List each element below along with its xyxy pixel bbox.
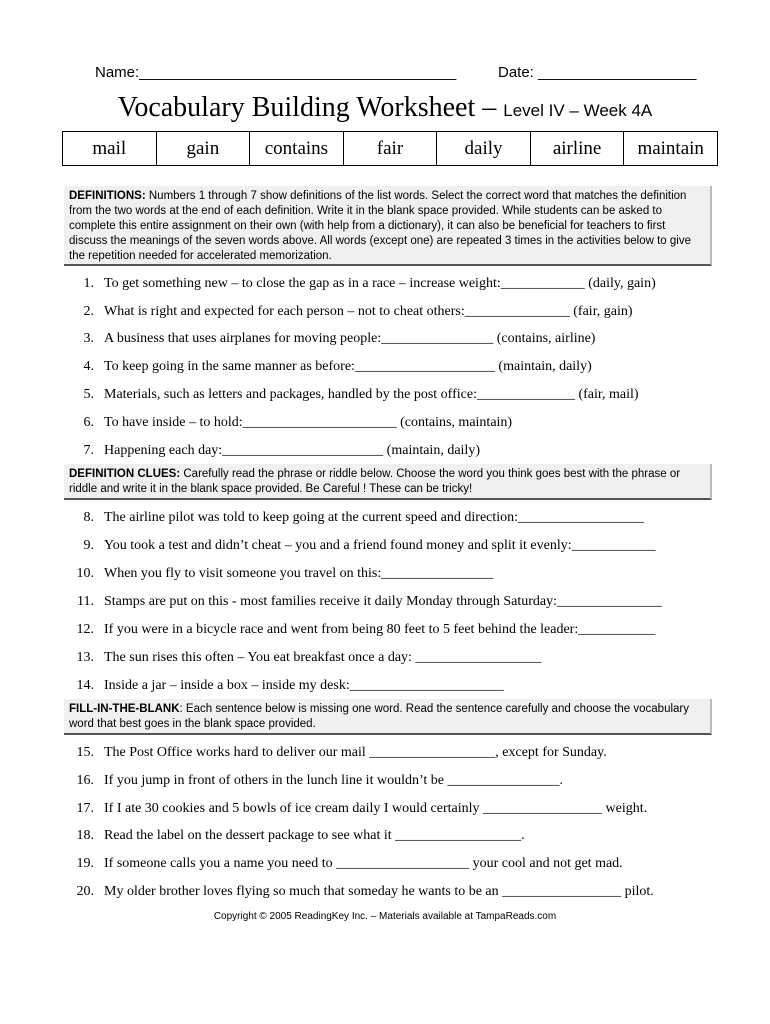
definition-clues-text: Carefully read the phrase or riddle below. Choose the word you think goes best with the phrase or riddle and write it in the blank space provided. Be Careful ! These can be tricky! xyxy=(69,468,681,495)
title-level: Level IV – Week 4A xyxy=(503,101,653,120)
name-field-label: Name:______________________________________ xyxy=(95,64,457,81)
item-text: Read the label on the dessert package to see what it __________________. xyxy=(104,828,525,843)
item-text: Happening each day:_______________________ (maintain, daily) xyxy=(104,443,480,458)
word-cell: maintain xyxy=(624,132,718,166)
item-number: 18. xyxy=(76,828,94,843)
date-field-label: Date: ___________________ xyxy=(498,64,697,81)
definitions-instructions xyxy=(64,186,712,266)
list-item xyxy=(62,566,712,588)
word-cell: contains xyxy=(250,132,344,166)
list-item xyxy=(62,359,712,381)
item-text: To keep going in the same manner as before:____________________ (maintain, daily) xyxy=(104,359,592,374)
item-number: 3. xyxy=(83,331,94,346)
list-item xyxy=(62,304,712,326)
item-number: 7. xyxy=(83,443,94,458)
list-item xyxy=(62,773,712,795)
item-number: 20. xyxy=(76,884,94,899)
definitions-text: Numbers 1 through 7 show definitions of the list words. Select the correct word that matches the definition from the two words at the end of each definition. Write it in the blank space provided. While students can be asked to complete this entire assignment on their own (with help from a dictionary), it can also be beneficial for teachers to first discuss the meanings of the seven words above. All words (except one) are repeated 3 times in the activities below to give the repetition needed for accelerated memorization. xyxy=(69,190,691,262)
item-text: Materials, such as letters and packages, handled by the post office:______________ (fair, mail) xyxy=(104,387,639,402)
item-text: Inside a jar – inside a box – inside my desk:______________________ xyxy=(104,678,504,693)
list-item xyxy=(62,801,712,823)
item-number: 4. xyxy=(83,359,94,374)
list-item xyxy=(62,745,712,767)
item-text: What is right and expected for each person – not to cheat others:_______________ (fair, gain) xyxy=(104,304,633,319)
item-text: The Post Office works hard to deliver our mail __________________, except for Sunday. xyxy=(104,745,607,760)
item-number: 2. xyxy=(83,304,94,319)
item-text: If someone calls you a name you need to ___________________ your cool and not get mad. xyxy=(104,856,623,871)
item-number: 17. xyxy=(76,801,94,816)
list-item xyxy=(62,856,712,878)
copyright-footer: Copyright © 2005 ReadingKey Inc. – Materials available at TampaReads.com xyxy=(213,911,557,922)
list-item xyxy=(62,828,712,850)
item-number: 6. xyxy=(83,415,94,430)
fill-in-the-blank-instructions xyxy=(64,699,712,735)
item-number: 12. xyxy=(76,622,94,637)
item-number: 19. xyxy=(76,856,94,871)
word-cell: fair xyxy=(343,132,437,166)
list-item xyxy=(62,276,712,298)
item-text: The airline pilot was told to keep going at the current speed and direction:__________________ xyxy=(104,510,645,525)
definition-clues-instructions xyxy=(64,464,712,500)
item-number: 8. xyxy=(83,510,94,525)
item-text: You took a test and didn’t cheat – you and a friend found money and split it evenly:____________ xyxy=(104,538,656,553)
item-text: If you jump in front of others in the lunch line it wouldn’t be ________________. xyxy=(104,773,563,788)
word-cell: airline xyxy=(530,132,624,166)
list-item xyxy=(62,678,712,700)
definition-clues-heading: DEFINITION CLUES: xyxy=(69,468,181,480)
item-number: 16. xyxy=(76,773,94,788)
definitions-heading: DEFINITIONS: xyxy=(69,190,146,202)
word-cell: gain xyxy=(156,132,250,166)
fill-in-the-blank-heading: FILL-IN-THE-BLANK xyxy=(69,703,180,715)
fill-in-the-blank-text: : Each sentence below is missing one word. Read the sentence carefully and choose the vocabulary word that best goes in the blank space provided. xyxy=(69,703,690,730)
item-text: Stamps are put on this - most families receive it daily Monday through Saturday:_______________ xyxy=(104,594,662,609)
word-cell: mail xyxy=(63,132,157,166)
list-item xyxy=(62,538,712,560)
item-number: 1. xyxy=(83,276,94,291)
item-number: 5. xyxy=(83,387,94,402)
title-main: Vocabulary Building Worksheet – xyxy=(117,92,504,123)
list-item xyxy=(62,594,712,616)
item-text: My older brother loves flying so much that someday he wants to be an _________________ pilot. xyxy=(104,884,654,899)
item-text: To have inside – to hold:______________________ (contains, maintain) xyxy=(104,415,513,430)
list-item xyxy=(62,331,712,353)
list-item xyxy=(62,443,712,465)
item-number: 10. xyxy=(76,566,94,581)
list-item xyxy=(62,415,712,437)
list-item xyxy=(62,387,712,409)
list-item xyxy=(62,650,712,672)
item-number: 14. xyxy=(76,678,94,693)
word-cell: daily xyxy=(437,132,531,166)
header-line xyxy=(95,64,705,86)
list-item xyxy=(62,510,712,532)
word-list-table xyxy=(62,131,718,166)
list-item xyxy=(62,622,712,644)
item-text: If you were in a bicycle race and went from being 80 feet to 5 feet behind the leader:___________ xyxy=(104,622,656,637)
item-number: 11. xyxy=(77,594,94,609)
item-number: 13. xyxy=(76,650,94,665)
item-text: When you fly to visit someone you travel on this:________________ xyxy=(104,566,494,581)
item-number: 15. xyxy=(76,745,94,760)
item-text: To get something new – to close the gap as in a race – increase weight:____________ (daily, gain) xyxy=(104,276,656,291)
list-item xyxy=(62,884,712,906)
item-text: If I ate 30 cookies and 5 bowls of ice cream daily I would certainly _________________ weight. xyxy=(104,801,648,816)
page-title xyxy=(0,92,770,124)
item-text: The sun rises this often – You eat breakfast once a day: __________________ xyxy=(104,650,542,665)
item-number: 9. xyxy=(83,538,94,553)
item-text: A business that uses airplanes for moving people:________________ (contains, airline) xyxy=(104,331,596,346)
